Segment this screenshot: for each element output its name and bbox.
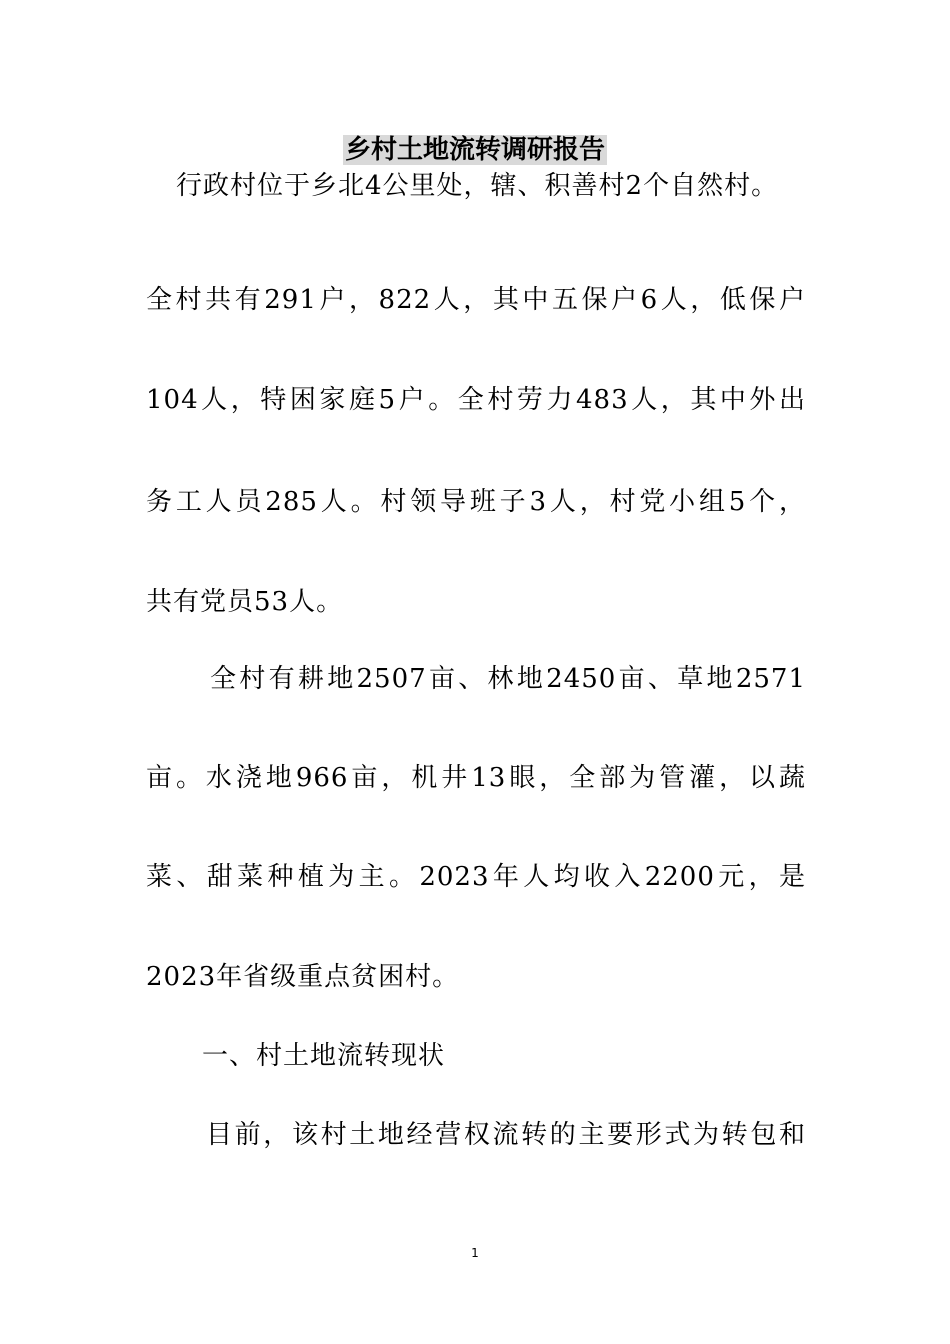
paragraph-line-5: 共有党员53人。 <box>146 587 344 617</box>
document-title-text: 乡村土地流转调研报告 <box>344 135 605 165</box>
section-heading: 一、村土地流转现状 <box>202 1041 446 1071</box>
paragraph-line-3: 104人，特困家庭5户。全村劳力483人，其中外出 <box>146 385 806 415</box>
paragraph-line-6: 全村有耕地2507亩、林地2450亩、草地2571 <box>210 664 806 694</box>
paragraph-line-7: 亩。水浇地966亩，机井13眼，全部为管灌，以蔬 <box>146 763 806 793</box>
paragraph-line-10: 目前，该村土地经营权流转的主要形式为转包和 <box>206 1120 806 1150</box>
paragraph-line-4: 务工人员285人。村领导班子3人，村党小组5个， <box>146 487 806 517</box>
page-number: 1 <box>471 1246 479 1260</box>
paragraph-line-8: 菜、甜菜种植为主。2023年人均收入2200元，是 <box>146 862 806 892</box>
document-title <box>0 130 950 170</box>
paragraph-line-2: 全村共有291户，822人，其中五保户6人，低保户 <box>146 285 806 315</box>
paragraph-line-9: 2023年省级重点贫困村。 <box>146 962 460 992</box>
paragraph-line-1: 行政村位于乡北4公里处，辖、积善村2个自然村。 <box>176 171 779 201</box>
